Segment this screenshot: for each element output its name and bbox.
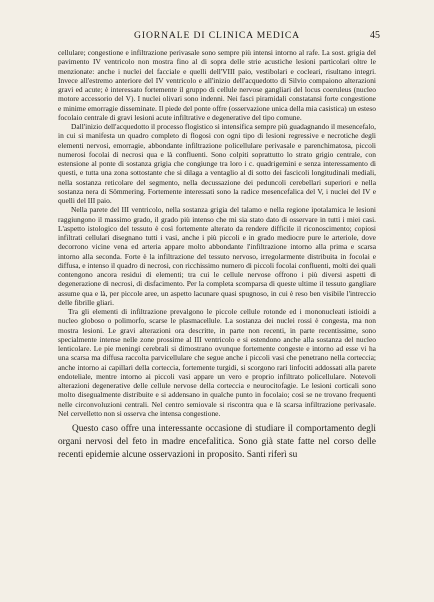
paragraph-1: cellulare; congestione e infiltrazione perivasale sono sempre più intensi intorno al rafe. La sost. grigia del pavimento IV ventricolo non mostra fino al di sopra delle strie acustiche lesioni particolari oltre le menzionate: anche i nuclei del facciale e quelli dell'VIII paio, vestibolari e cocleari, risultano integri. Invece all'estremo anteriore del IV ventricolo e all'inizio dell'acquedotto di Silvio compaiono alterazioni gravi ed acute; è interessato fortemente il gruppo di cellule nervose gangliari del locus coeruleus (nucleo motore accessorio del V). I nuclei olivari sono indenni. Nei fasci piramidali constatansi forte congestione e minime emorragie disseminate. Il piede del ponte offre (osservazione unica della mia casistica) un esteso focolaio centrale di gravi lesioni acute infiltrative e degenerative del tipo comune.	[58, 48, 376, 122]
large-print-body	[58, 423, 376, 462]
paragraph-5: Questo caso offre una interessante occasione di studiare il comportamento degli organi nervosi del feto in madre encefalitica. Sono già state fatte nel corso delle recenti epidemie alcune osservazioni in proposito. Santi riferì su	[58, 424, 376, 460]
page-number: 45	[370, 30, 380, 41]
paragraph-3: Nella parete del III ventricolo, nella sostanza grigia del talamo e nella regione ipotalamica le lesioni raggiungono il massimo grado, il grado più intenso che mi sia stato dato di osservare in tutti i miei casi. L'aspetto istologico del tessuto è così fortemente alterato da rendere difficile il riconoscimento; copiosi infiltrati cellulari disegnano tutti i vasi, anche i più piccoli e in grado mediocre pure le arteriole, dove decorrono vicine vena ed arteria appare molto abbondante l'infiltrazione intorno alla prima e scarsa intorno alla seconda. Forte è la infiltrazione del tessuto nervoso, irregolarmente distribuita in focolai e diffusa, e intenso il quadro di necrosi, con ricchissimo numero di piccoli focolai confluenti, molti dei quali contengono ancora residui di elementi; tra cui le cellule nervose offrono i più diversi aspetti di degenerazione di necrosi, di disfacimento. Per la completa scomparsa di queste ultime il tessuto gangliare assume qua e là, per piccole aree, un aspetto lacunare quasi spugnoso, in cui è reso ben visibile l'intreccio delle fibrille gliari.	[58, 205, 376, 307]
paragraph-4: Tra gli elementi di infiltrazione prevalgono le piccole cellule rotonde ed i mononucleati istioidi a nucleo globoso o polimorfo, scarse le plasmacellule. La sostanza dei nuclei rossi è congesta, ma non mostra lesioni. Le gravi alterazioni ora descritte, in parte non recenti, in parte recentissime, sono specialmente intense nelle zone prossime al III ventricolo e si estendono anche alla sostanza del nucleo lenticolare. Le pie meningi cerebrali si dimostrano ovunque fortemente congeste e intorno ad esse vi ha una scarsa ma diffusa raccolta parvicellulare che segue anche i piccoli vasi che penetrano nella corteccia; anche intorno ai capillari della corteccia, fortemente turgidi, si scorgono rari linfociti addossati alla parete endoteliale, mentre intorno ai piccoli vasi appare un vero e proprio infiltrato policellulare. Notevoli alterazioni degenerative delle cellule nervose della corteccia e neurocitofagie. Le lesioni corticali sono molto disegualmente distribuite e si addensano in qualche punto in focolaio; così se ne trovano frequenti nelle circonvoluzioni centrali. Nel centro semiovale si riscontra qua e là scarsa infiltrazione perivasale. Nel cervelletto non si osserva che intensa congestione.	[58, 307, 376, 418]
running-header	[58, 30, 380, 46]
small-print-body	[58, 48, 376, 418]
paragraph-2: Dall'inizio dell'acquedotto il processo flogistico si intensifica sempre più guadagnando il mesencefalo, in cui si manifesta un quadro completo di flogosi con ogni tipo di lesioni regressive e necrotiche degli elementi nervosi, emorragie, abbondante infiltrazione policellulare perivasale e parenchimatosa, piccoli numerosi focolai di necrosi qua e là confluenti. Sono colpiti soprattutto lo strato grigio centrale, con estensione al ponte di sostanza grigia che congiunge tra loro i c. quadrigemini e senza interessamento di questi, e tutta una zona sottostante che si dilaga a ventaglio al di sotto dei fascicoli longitudinali mediali, nella sostanza reticolare del segmento, nella decussazione dei peduncoli cerebellari superiori e nella sostanza nera di Sömmering. Fortemente interessati sono la radice mesencefalica del V, i nuclei del IV e quelli del III paio.	[58, 122, 376, 205]
journal-title: GIORNALE DI CLINICA MEDICA	[134, 30, 300, 41]
